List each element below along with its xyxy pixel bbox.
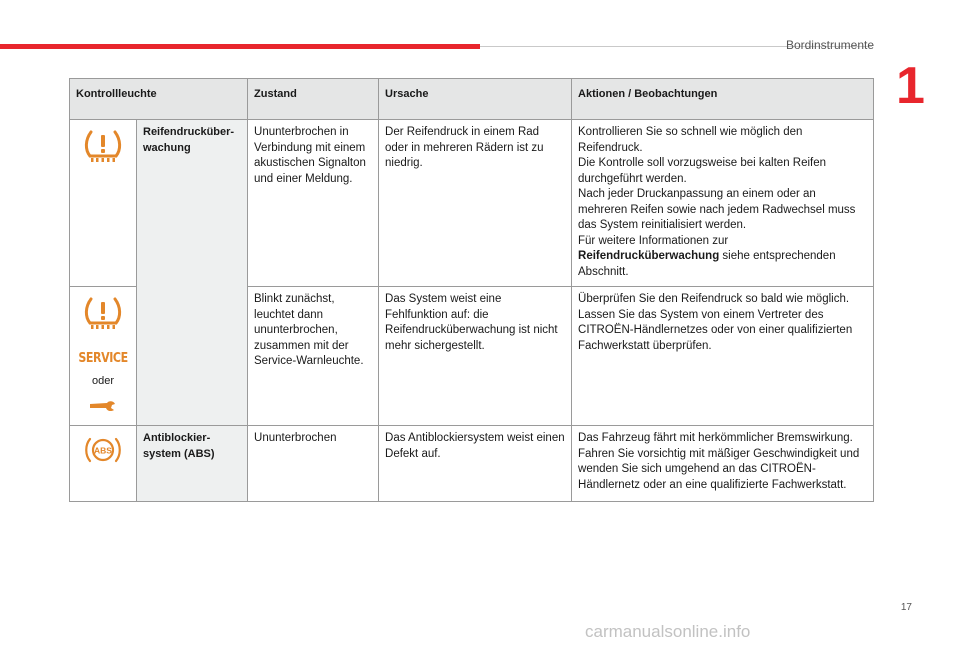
service-warning-icon: SERVICE — [78, 351, 128, 366]
column-header-actions: Aktionen / Beobachtungen — [572, 79, 874, 120]
action-line-tail: siehe entsprechenden Abschnitt. — [578, 250, 836, 278]
or-label: oder — [91, 374, 115, 387]
action-cell: Das Fahrzeug fährt mit herkömmlicher Bremswirkung. Fahren Sie vorsichtig mit mäßiger Geschwindigkeit und wenden Sie sich umgehend an das CITROËN-Händlernetz oder an eine qualifizierte Fachwerkstatt. — [572, 426, 874, 502]
state-cell: Ununterbrochen — [248, 426, 379, 502]
action-cell: Überprüfen Sie den Reifendruck so bald wie möglich. Lassen Sie das System von einem Vertreter des CITROËN-Händlernetzes oder von einer qualifizierten Fachwerkstatt überprüfen. — [572, 287, 874, 426]
column-header-cause: Ursache — [379, 79, 572, 120]
table-row — [70, 120, 874, 287]
action-cell — [572, 120, 874, 287]
icon-cell — [70, 426, 137, 502]
cause-cell: Der Reifendruck in einem Rad oder in mehreren Rädern ist zu niedrig. — [379, 120, 572, 287]
icon-cell — [70, 120, 137, 287]
tire-pressure-warning-icon — [82, 128, 124, 166]
tire-pressure-warning-icon — [82, 295, 124, 333]
action-line: Für weitere Informationen zur — [578, 234, 729, 247]
action-line: Die Kontrolle soll vorzugsweise bei kalten Reifen durchgeführt werden. — [578, 157, 827, 185]
table-header-row — [70, 79, 874, 120]
cause-cell: Das Antiblockiersystem weist einen Defekt auf. — [379, 426, 572, 502]
state-cell: Ununterbrochen in Verbindung mit einem akustischen Signalton und einer Meldung. — [248, 120, 379, 287]
column-header-warning-light: Kontrollleuchte — [70, 79, 248, 120]
action-bold-reference: Reifendrucküberwachung — [578, 250, 720, 262]
abs-warning-icon — [83, 434, 123, 466]
warning-lights-table — [69, 78, 874, 502]
warning-light-name: Reifendrucküber-wachung — [137, 120, 248, 426]
chapter-number: 1 — [896, 57, 925, 115]
table-row — [70, 426, 874, 502]
action-line: Nach jeder Druckanpassung an einem oder an mehreren Reifen sowie nach jedem Radwechsel muss das System reinitialisiert werden. — [578, 188, 856, 231]
state-cell: Blinkt zunächst, leuchtet dann ununterbrochen, zusammen mit der Service-Warnleuchte. — [248, 287, 379, 426]
header-accent-bar — [0, 44, 480, 49]
wrench-icon — [88, 399, 118, 413]
icon-cell — [70, 287, 137, 426]
page-number: 17 — [900, 602, 912, 613]
watermark-text: carmanualsonline.info — [585, 622, 751, 641]
warning-light-name: Antiblockier-system (ABS) — [137, 426, 248, 502]
cause-cell: Das System weist eine Fehlfunktion auf: die Reifendrucküberwachung ist nicht mehr sichergestellt. — [379, 287, 572, 426]
column-header-state: Zustand — [248, 79, 379, 120]
action-line: Kontrollieren Sie so schnell wie möglich den Reifendruck. — [578, 126, 803, 154]
page-section-title: Bordinstrumente — [785, 38, 874, 52]
abs-icon-label: ABS — [94, 445, 112, 456]
